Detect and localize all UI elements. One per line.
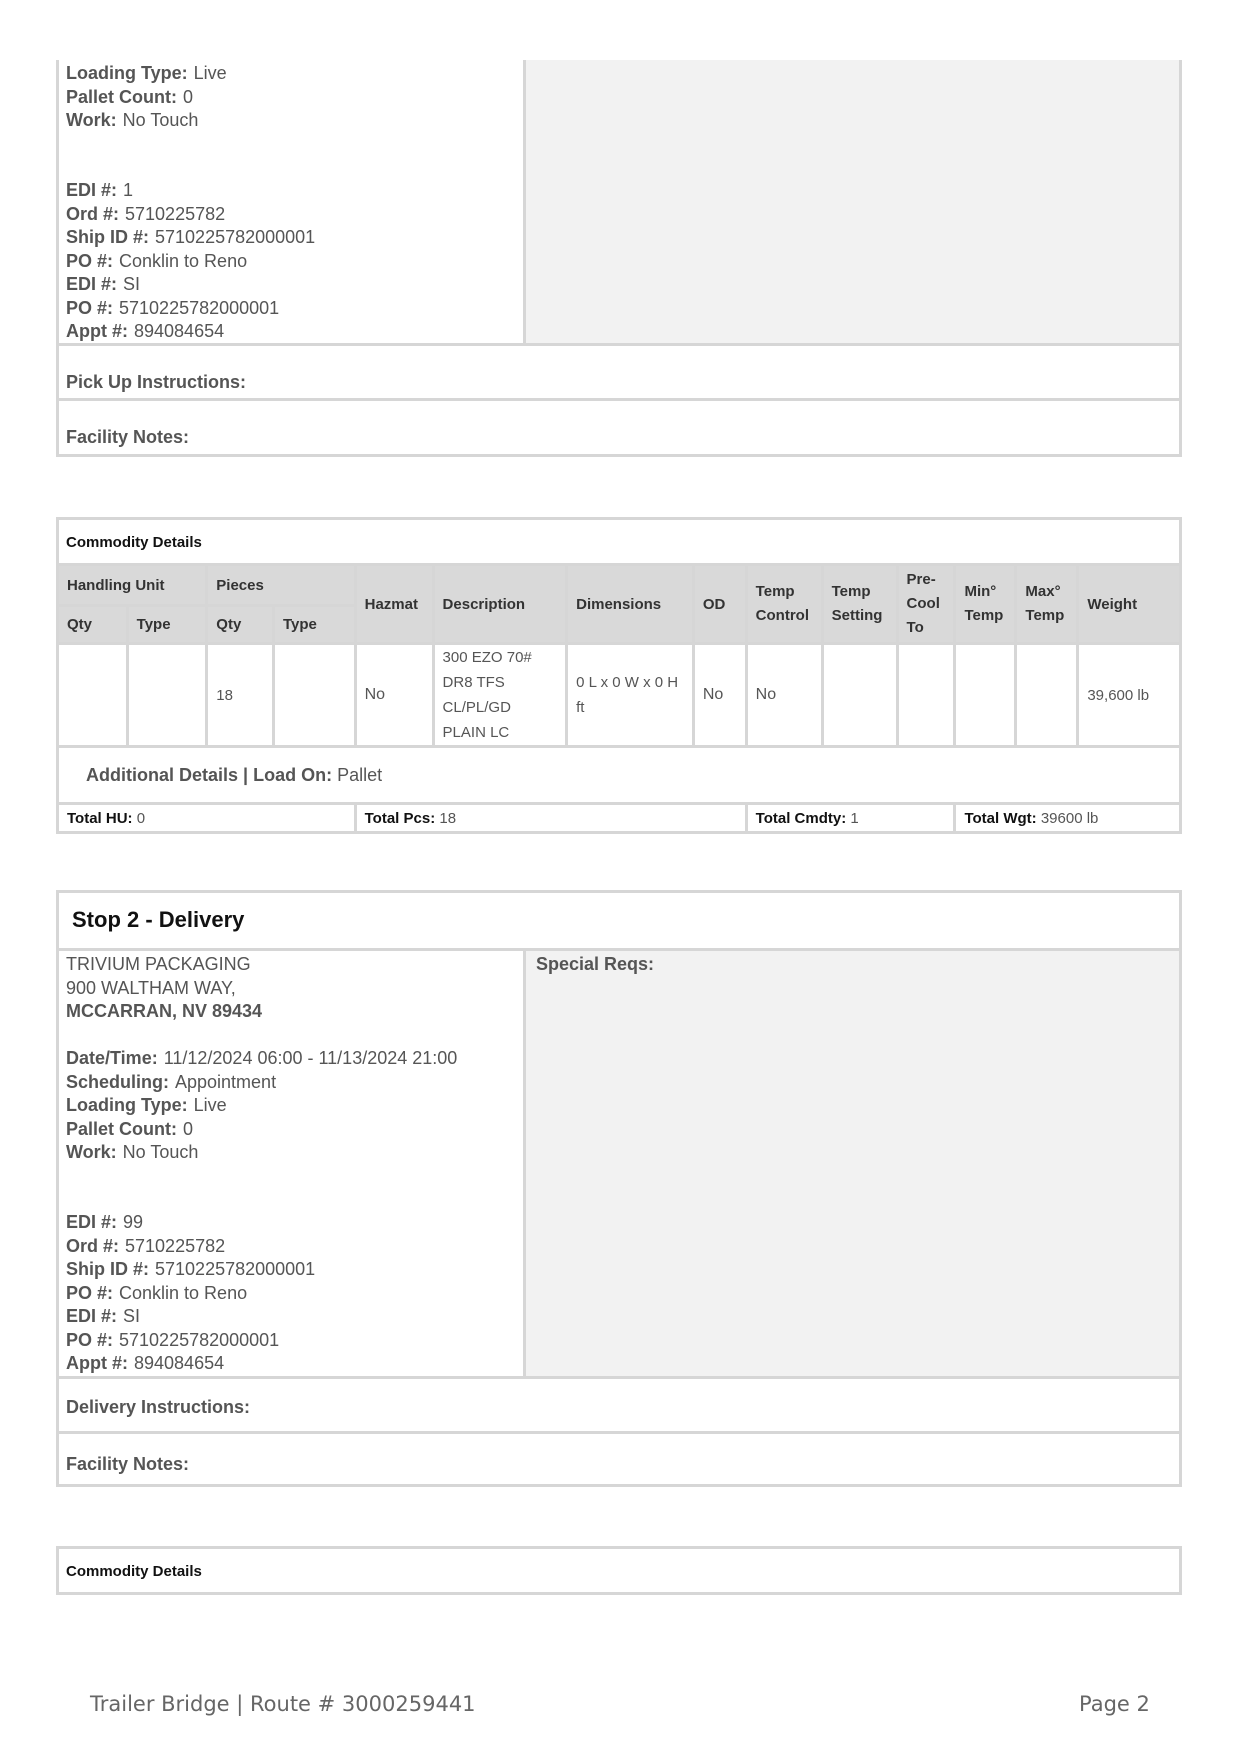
edi-line: Ord #: 5710225782 — [66, 1235, 226, 1256]
edi-line: PO #: 5710225782000001 — [66, 1329, 280, 1350]
pickup-instructions-label: Pick Up Instructions: — [66, 372, 247, 392]
stop1-details — [66, 62, 227, 133]
od-cell: No — [693, 644, 746, 747]
footer-page-number: Page 2 — [1079, 1692, 1150, 1716]
hu-qty-cell — [58, 644, 128, 747]
dimensions-cell: 0 L x 0 W x 0 H ft — [567, 644, 694, 747]
stop2-address — [66, 953, 262, 1024]
company-name: TRIVIUM PACKAGING — [66, 954, 251, 974]
pcs-qty-header: Qty — [207, 606, 274, 644]
edi-line: Appt #: 894084654 — [66, 321, 225, 341]
edi-line: Ord #: 5710225782 — [66, 203, 226, 224]
detail-line: Loading Type: Live — [66, 63, 227, 83]
detail-line: Work: No Touch — [66, 1142, 199, 1162]
min-temp-header: Min° Temp — [955, 565, 1016, 644]
od-header: OD — [693, 565, 746, 644]
stop1-box — [56, 60, 1182, 457]
commodity-title: Commodity Details — [66, 534, 202, 551]
detail-line: Scheduling: Appointment — [66, 1071, 277, 1092]
address-line: 900 WALTHAM WAY, — [66, 977, 236, 998]
total-cmdty: Total Cmdty: 1 — [746, 804, 955, 833]
weight-header: Weight — [1078, 565, 1181, 644]
detail-line: Pallet Count: 0 — [66, 1118, 194, 1139]
commodity2-title-box — [56, 1546, 1182, 1595]
totals-row — [58, 804, 1181, 833]
total-pcs: Total Pcs: 18 — [355, 804, 746, 833]
edi-line: EDI #: 99 — [66, 1212, 144, 1232]
stop2-special-reqs-panel — [526, 951, 1179, 1376]
city-state-zip: MCCARRAN, NV 89434 — [66, 1001, 263, 1021]
stop2-divider-2 — [59, 1431, 1179, 1434]
max-temp-header: Max° Temp — [1016, 565, 1078, 644]
hazmat-cell: No — [355, 644, 433, 747]
dimensions-header: Dimensions — [567, 565, 694, 644]
handling-unit-header: Handling Unit — [58, 565, 207, 606]
pcs-type-cell — [274, 644, 356, 747]
description-cell: 300 EZO 70# DR8 TFS CL/PL/GD PLAIN LC — [433, 644, 567, 747]
stop1-divider-2 — [59, 398, 1179, 401]
footer-route: Trailer Bridge | Route # 3000259441 — [90, 1692, 476, 1716]
stop1-edi-details — [66, 179, 315, 344]
facility-notes-label: Facility Notes: — [66, 1454, 190, 1474]
stop2-edi-details — [66, 1211, 315, 1376]
edi-line: EDI #: 1 — [66, 180, 134, 200]
edi-line: Ship ID #: 5710225782000001 — [66, 227, 316, 247]
additional-details: Additional Details | Load On: Pallet — [58, 747, 1181, 804]
edi-line: Appt #: 894084654 — [66, 1353, 225, 1373]
total-wgt: Total Wgt: 39600 lb — [955, 804, 1181, 833]
pcs-type-header: Type — [274, 606, 356, 644]
stop1-right-panel — [526, 60, 1179, 343]
edi-line: EDI #: SI — [66, 1306, 141, 1326]
hu-qty-header: Qty — [58, 606, 128, 644]
commodity2-title: Commodity Details — [66, 1563, 202, 1580]
stop2-divider-1 — [59, 1376, 1179, 1379]
pcs-qty-cell: 18 — [207, 644, 274, 747]
stop2-title: Stop 2 - Delivery — [72, 907, 245, 932]
detail-line: Work: No Touch — [66, 110, 199, 130]
hu-type-header: Type — [127, 606, 207, 644]
weight-cell: 39,600 lb — [1078, 644, 1181, 747]
delivery-instructions-label: Delivery Instructions: — [66, 1397, 251, 1417]
stop2-column-divider — [523, 951, 526, 1379]
stop1-column-divider — [523, 60, 526, 346]
facility-notes-label: Facility Notes: — [66, 427, 190, 447]
edi-line: Ship ID #: 5710225782000001 — [66, 1259, 316, 1279]
detail-line: Date/Time: 11/12/2024 06:00 - 11/13/2024 21:00 — [66, 1048, 458, 1068]
total-hu: Total HU: 0 — [58, 804, 356, 833]
edi-line: EDI #: SI — [66, 274, 141, 294]
min-temp-cell — [955, 644, 1016, 747]
detail-line: Loading Type: Live — [66, 1095, 227, 1115]
commodity-table — [56, 563, 1182, 834]
temp-setting-header: Temp Setting — [822, 565, 897, 644]
stop2-details — [66, 1047, 457, 1165]
temp-control-header: Temp Control — [746, 565, 822, 644]
max-temp-cell — [1016, 644, 1078, 747]
edi-line: PO #: Conklin to Reno — [66, 1282, 248, 1303]
pieces-header: Pieces — [207, 565, 355, 606]
stop2-box — [56, 890, 1182, 1487]
temp-setting-cell — [822, 644, 897, 747]
description-header: Description — [433, 565, 567, 644]
special-reqs-label: Special Reqs: — [536, 954, 655, 974]
precool-header: Pre- Cool To — [897, 565, 955, 644]
precool-cell — [897, 644, 955, 747]
hu-type-cell — [127, 644, 207, 747]
detail-line: Pallet Count: 0 — [66, 86, 194, 107]
commodity-title-box — [56, 517, 1182, 566]
table-row — [58, 644, 1181, 747]
edi-line: PO #: Conklin to Reno — [66, 250, 248, 271]
hazmat-header: Hazmat — [355, 565, 433, 644]
edi-line: PO #: 5710225782000001 — [66, 297, 280, 318]
temp-control-cell: No — [746, 644, 822, 747]
